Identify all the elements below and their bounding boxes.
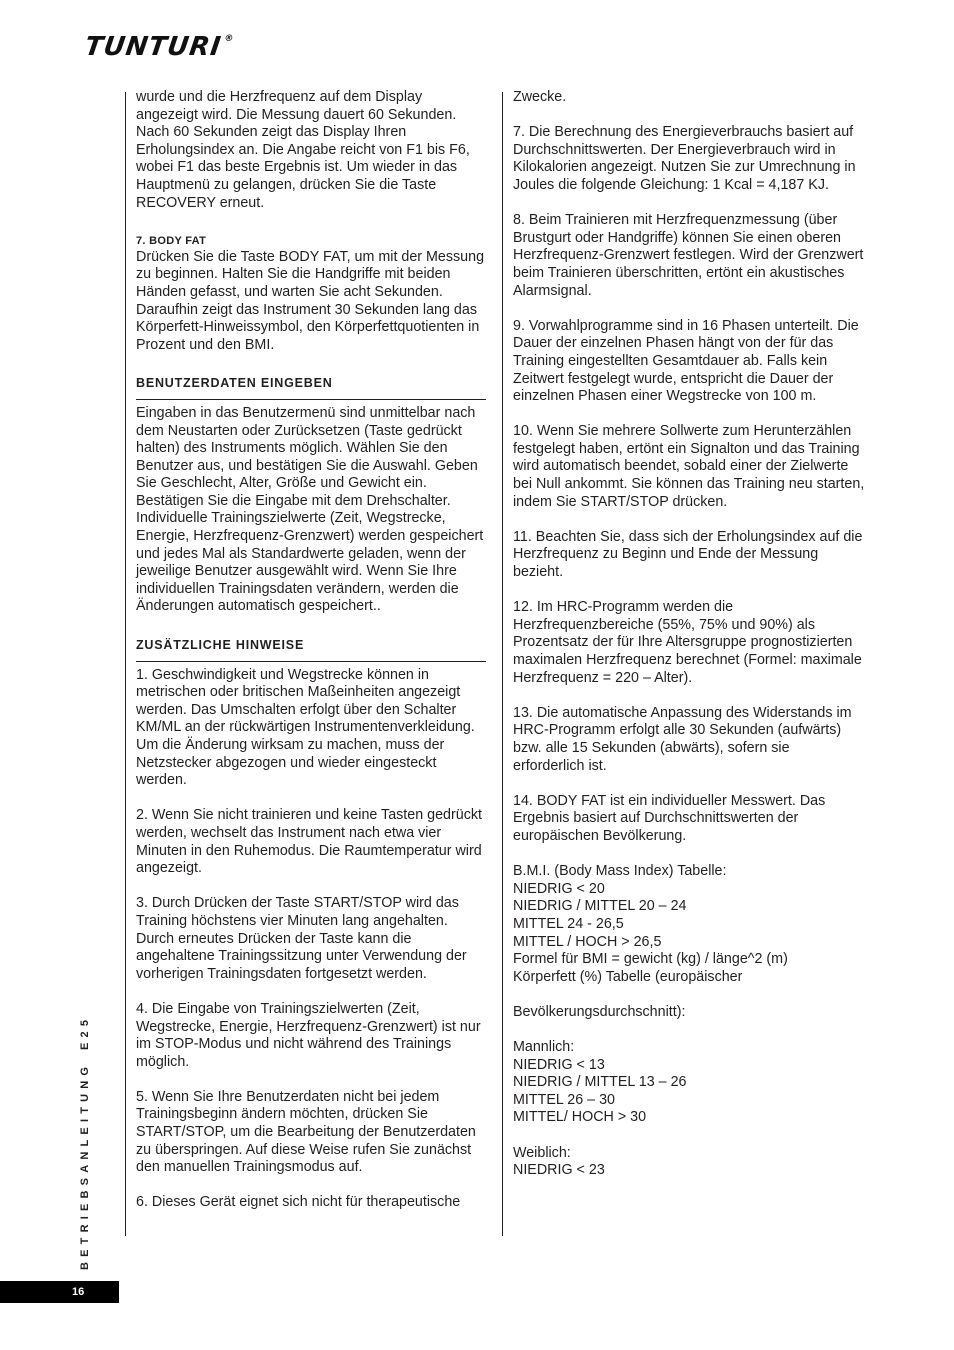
logo-text: TUNTURI (82, 32, 224, 62)
note-9: 9. Vorwahlprogramme sind in 16 Phasen unterteilt. Die Dauer der einzelnen Phasen hängt von der für das Training eingestellten Gesamtdauer ab. Falls kein Zeitwert festgelegt wurde, entspricht die Dauer der einzelnen Phasen einer Wegstrecke von 100 m. (513, 317, 859, 405)
page-number: 16 (72, 1286, 85, 1298)
note-7: 7. Die Berechnung des Energieverbrauchs basiert auf Durchschnittswerten. Der Energieverbrauch wird in Kilokalorien angezeigt. Nutzen Sie zur Umrechnung in Joules die folgende Gleichung: 1 Kcal = 4,187 KJ. (513, 124, 856, 193)
note-10: 10. Wenn Sie mehrere Sollwerte zum Herunterzählen festgelegt haben, ertönt ein Signalton und das Training wird automatisch beendet, sobald einer der Zielwerte bei Null ankommt. Sie können das Training neu starten, indem Sie START/STOP drücken. (513, 423, 865, 510)
male-line: MITTEL/ HOCH > 30 (513, 1109, 647, 1126)
note-1: 1. Geschwindigkeit und Wegstrecke können in metrischen oder britischen Maßeinheiten angezeigt werden. Das Umschalten erfolgt über den Schalter KM/ML an der rückwärtigen Instrumentenverkleidung. Um die Änderung wirksam zu machen, muss der Netzstecker abgezogen und wieder eingesteckt werden. (136, 666, 475, 789)
bmi-line: NIEDRIG < 20 (513, 880, 605, 897)
note-4: 4. Die Eingabe von Trainingszielwerten (Zeit, Wegstrecke, Energie, Herzfrequenz-Grenzwert) ist nur im STOP-Modus und nicht während des Trainings möglich. (136, 1000, 481, 1070)
bmi-line: MITTEL 24 - 26,5 (513, 915, 624, 932)
note-2: 2. Wenn Sie nicht trainieren und keine Tasten gedrückt werden, wechselt das Instrument nach etwa vier Minuten in den Ruhemodus. Die Raumtemperatur wird angezeigt. (136, 807, 482, 877)
bmi-line: NIEDRIG / MITTEL 20 – 24 (513, 898, 687, 915)
note-3: 3. Durch Drücken der Taste START/STOP wird das Training höchstens vier Minuten lang angehalten. Durch erneutes Drücken der Taste kann die angehaltene Trainingssitzung unter Verwendung der vorherigen Trainingsdaten fortgesetzt werden. (136, 895, 467, 982)
page-number-box (0, 1281, 119, 1303)
continued-text: Zwecke. (513, 89, 567, 105)
note-13: 13. Die automatische Anpassung des Widerstands im HRC-Programm erfolgt alle 30 Sekunden (aufwärts) bzw. alle 15 Sekunden (abwärts), sofern sie erforderlich ist. (513, 704, 852, 774)
body-fat-paragraph: Drücken Sie die Taste BODY FAT, um mit der Messung zu beginnen. Halten Sie die Handgriffe mit beiden Händen gefasst, und warten Sie acht Sekunden. Daraufhin zeigt das Instrument 30 Sekunden lang das Körperfett-Hinweissymbol, den Körperfettquotienten in Prozent und den BMI. (136, 248, 485, 353)
left-column (136, 89, 488, 1212)
bmi-line: Formel für BMI = gewicht (kg) / länge^2 (m) (513, 951, 788, 968)
benutzerdaten-paragraph: Eingaben in das Benutzermenü sind unmittelbar nach dem Neustarten oder Zurücksetzen (Taste gedrückt halten) des Instruments möglich. Wählen Sie den Benutzer aus, und bestätigen Sie die Auswahl. Geben Sie Geschlecht, Alter, Größe und Gewicht ein. Bestätigen Sie die Eingabe mit dem Drehschalter. Individuelle Trainingszielwerte (Zeit, Wegstrecke, Energie, Herzfrequenz-Grenzwert) werden gespeichert und jedes Mal als Standardwerte geladen, wenn der jeweilige Benutzer ausgewählt wird. Wenn Sie Ihre individuellen Trainingsdaten verändern, werden die Änderungen automatisch gespeichert.. (136, 404, 484, 615)
registered-mark: ® (223, 34, 235, 45)
manual-title: BETRIEBSANLEITUNG (79, 1061, 91, 1270)
female-line: NIEDRIG < 23 (513, 1162, 605, 1179)
hinweise-heading: ZUSÄTZLICHE HINWEISE (136, 637, 486, 662)
vertical-sidebar-label (76, 1014, 94, 1270)
bmi-line: B.M.I. (Body Mass Index) Tabelle: (513, 863, 727, 880)
left-column-rule (125, 92, 126, 1236)
model-name: E25 (79, 1014, 91, 1050)
bmi-line: Körperfett (%) Tabelle (europäischer (513, 968, 743, 985)
benutzerdaten-heading: BENUTZERDATEN EINGEBEN (136, 375, 486, 400)
male-line: NIEDRIG / MITTEL 13 – 26 (513, 1074, 687, 1091)
female-line: Weiblich: (513, 1144, 571, 1161)
note-12: 12. Im HRC-Programm werden die Herzfrequenzbereiche (55%, 75% und 90%) als Prozentsatz der für Ihre Altersgruppe prognostizierten maximalen Herzfrequenz berechnet (Formel: maximale Herzfrequenz = 220 – Alter). (513, 599, 862, 686)
bmi-line: MITTEL / HOCH > 26,5 (513, 933, 662, 950)
right-column-rule (502, 92, 503, 1236)
intro-paragraph: wurde und die Herzfrequenz auf dem Display angezeigt wird. Die Messung dauert 60 Sekunden. Nach 60 Sekunden zeigt das Display Ihren Erholungsindex an. Die Angabe reicht von F1 bis F6, wobei F1 das beste Ergebnis ist. Um wieder in das Hauptmenü zu gelangen, drücken Sie die Taste RECOVERY erneut. (136, 89, 470, 211)
body-fat-heading: 7. BODY FAT (136, 234, 207, 247)
note-8: 8. Beim Trainieren mit Herzfrequenzmessung (über Brustgurt oder Handgriffe) können Sie einen oberen Herzfrequenz-Grenzwert festlegen. Wird der Grenzwert beim Trainieren überschritten, ertönt ein akustisches Alarmsignal. (513, 212, 864, 299)
bevoelkerung-line: Bevölkerungsdurchschnitt): (513, 1003, 686, 1020)
tunturi-logo (83, 32, 235, 62)
note-5: 5. Wenn Sie Ihre Benutzerdaten nicht bei jedem Trainingsbeginn ändern möchten, drücken Sie START/STOP, um die Bearbeitung der Benutzerdaten zu überspringen. Auf diese Weise rufen Sie zunächst den manuellen Trainingsmodus auf. (136, 1088, 476, 1176)
right-column (513, 89, 865, 1180)
male-line: MITTEL 26 – 30 (513, 1091, 615, 1108)
male-line: Mannlich: (513, 1039, 575, 1056)
note-14: 14. BODY FAT ist ein individueller Messwert. Das Ergebnis basiert auf Durchschnittswerten der europäischen Bevölkerung. (513, 792, 826, 844)
note-11: 11. Beachten Sie, dass sich der Erholungsindex auf die Herzfrequenz zu Beginn und Ende der Messung bezieht. (513, 528, 863, 581)
note-6: 6. Dieses Gerät eignet sich nicht für therapeutische (136, 1194, 461, 1211)
male-line: NIEDRIG < 13 (513, 1056, 605, 1073)
